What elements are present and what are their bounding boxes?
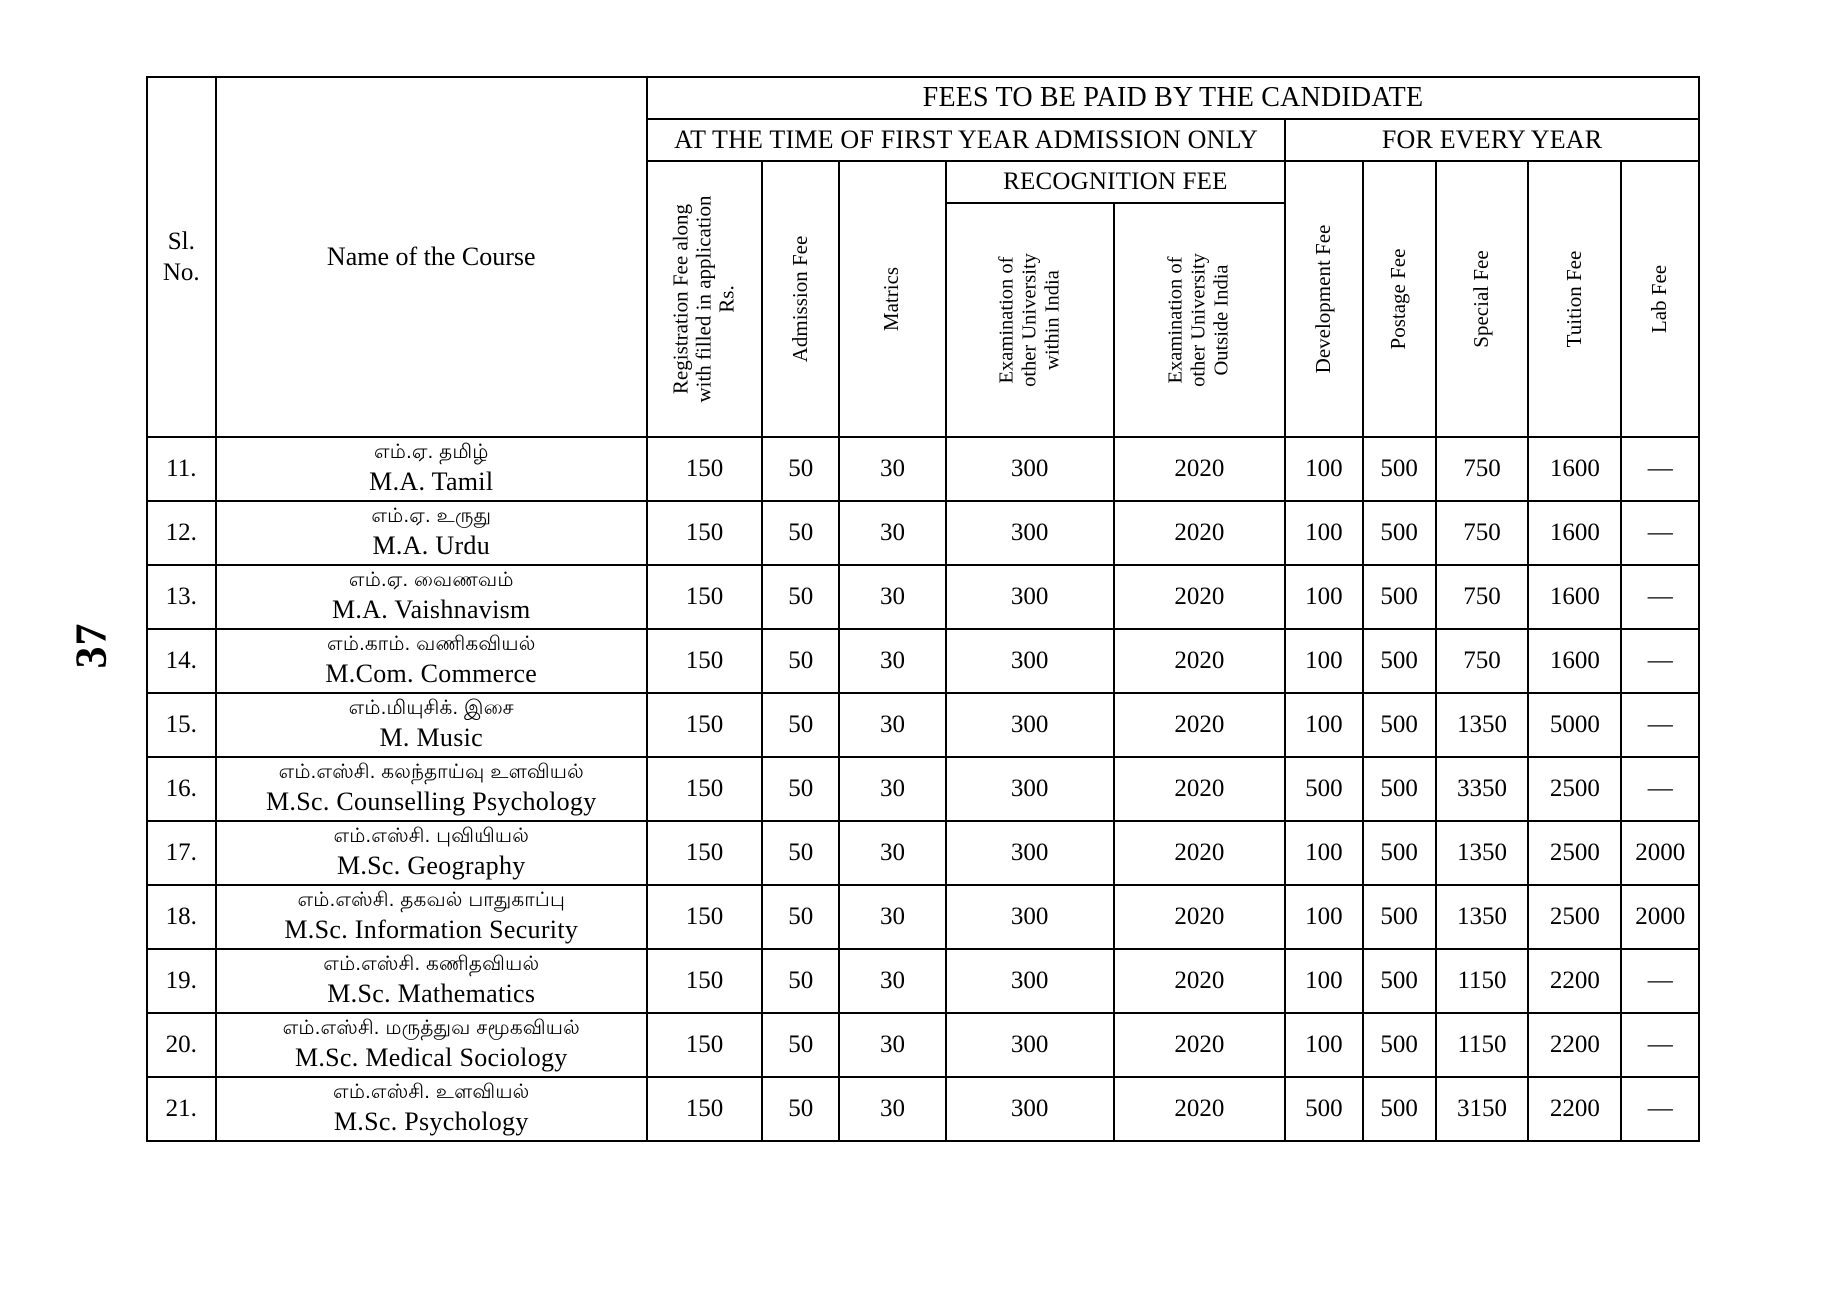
cell-exam-within: 300: [946, 949, 1114, 1013]
course-name-english: M.A. Vaishnavism: [331, 594, 531, 624]
header-exam-within-line1: Examination of: [995, 256, 1018, 384]
cell-course-name: [216, 821, 647, 885]
cell-matrics: 30: [839, 629, 945, 693]
cell-exam-within: 300: [946, 821, 1114, 885]
table-row: [147, 885, 1699, 949]
cell-exam-outside: 2020: [1114, 629, 1285, 693]
cell-course-name: [216, 1077, 647, 1141]
cell-exam-within: 300: [946, 757, 1114, 821]
cell-course-name: [216, 565, 647, 629]
cell-special: 750: [1436, 437, 1529, 501]
header-registration-fee-text: [670, 195, 739, 402]
cell-registration: 150: [647, 565, 762, 629]
cell-special: 3150: [1436, 1077, 1529, 1141]
cell-course-name: [216, 949, 647, 1013]
cell-exam-within: 300: [946, 501, 1114, 565]
header-sl-no: [147, 77, 216, 437]
cell-development: 100: [1285, 693, 1362, 757]
cell-admission: 50: [762, 1077, 839, 1141]
cell-lab: —: [1621, 757, 1699, 821]
cell-sl-no: 20.: [147, 1013, 216, 1077]
course-name-english: M.Sc. Psychology: [333, 1106, 529, 1136]
course-name-english: M.Sc. Medical Sociology: [294, 1042, 568, 1072]
table-row: [147, 1077, 1699, 1141]
cell-postage: 500: [1363, 501, 1436, 565]
cell-matrics: 30: [839, 757, 945, 821]
cell-exam-within: 300: [946, 437, 1114, 501]
header-registration-fee: [647, 161, 762, 437]
cell-exam-outside: 2020: [1114, 757, 1285, 821]
cell-admission: 50: [762, 629, 839, 693]
cell-exam-outside: 2020: [1114, 437, 1285, 501]
cell-sl-no: 13.: [147, 565, 216, 629]
cell-exam-within: 300: [946, 885, 1114, 949]
cell-postage: 500: [1363, 565, 1436, 629]
course-name-tamil: எம்.காம். வணிகவியல்: [327, 633, 536, 656]
cell-development: 100: [1285, 565, 1362, 629]
cell-registration: 150: [647, 757, 762, 821]
course-name-english: M.Sc. Mathematics: [327, 978, 536, 1008]
header-registration-line3: Rs.: [715, 285, 740, 313]
table-row: [147, 501, 1699, 565]
cell-lab: 2000: [1621, 821, 1699, 885]
cell-postage: 500: [1363, 949, 1436, 1013]
cell-sl-no: 16.: [147, 757, 216, 821]
cell-registration: 150: [647, 693, 762, 757]
course-name-tamil: எம்.எஸ்சி. கலந்தாய்வு உளவியல்: [278, 761, 584, 784]
cell-development: 100: [1285, 885, 1362, 949]
cell-registration: 150: [647, 437, 762, 501]
course-name-tamil: எம்.ஏ. வைணவம்: [348, 569, 514, 592]
course-name-tamil: எம்.எஸ்சி. தகவல் பாதுகாப்பு: [297, 889, 566, 912]
course-name-tamil: எம்.எஸ்சி. உளவியல்: [333, 1081, 530, 1104]
course-name-english: M.Com. Commerce: [325, 658, 538, 688]
table-row: [147, 565, 1699, 629]
cell-registration: 150: [647, 629, 762, 693]
cell-special: 1350: [1436, 821, 1529, 885]
cell-postage: 500: [1363, 437, 1436, 501]
cell-postage: 500: [1363, 629, 1436, 693]
cell-lab: —: [1621, 1077, 1699, 1141]
header-sl-line2: No.: [162, 259, 200, 286]
table-row: [147, 949, 1699, 1013]
cell-lab: —: [1621, 437, 1699, 501]
cell-sl-no: 12.: [147, 501, 216, 565]
cell-special: 750: [1436, 565, 1529, 629]
header-postage-fee: [1363, 161, 1436, 437]
header-tuition-fee-text: Tuition Fee: [1562, 250, 1587, 348]
course-name-english: M. Music: [379, 722, 484, 752]
course-name-english: M.A. Tamil: [369, 466, 494, 496]
header-special-fee: [1436, 161, 1529, 437]
header-exam-within-india-text: [995, 253, 1064, 387]
course-name-tamil: எம்.எஸ்சி. புவியியல்: [333, 825, 530, 848]
cell-admission: 50: [762, 821, 839, 885]
cell-tuition: 2200: [1528, 1013, 1621, 1077]
page-number: 37: [66, 622, 116, 669]
header-exam-within-india: [946, 203, 1114, 437]
cell-postage: 500: [1363, 821, 1436, 885]
header-for-every-year: FOR EVERY YEAR: [1285, 119, 1699, 161]
cell-sl-no: 11.: [147, 437, 216, 501]
cell-special: 1350: [1436, 885, 1529, 949]
cell-matrics: 30: [839, 949, 945, 1013]
cell-admission: 50: [762, 501, 839, 565]
cell-tuition: 2200: [1528, 1077, 1621, 1141]
fees-table-container: [146, 76, 1700, 1142]
cell-course-name: [216, 885, 647, 949]
header-exam-outside-line2: other University: [1187, 253, 1210, 387]
header-registration-line1: Registration Fee along: [668, 203, 693, 395]
cell-tuition: 1600: [1528, 629, 1621, 693]
cell-exam-outside: 2020: [1114, 885, 1285, 949]
cell-postage: 500: [1363, 1077, 1436, 1141]
table-row: [147, 437, 1699, 501]
cell-tuition: 2500: [1528, 757, 1621, 821]
header-registration-line2: with filled in application: [691, 195, 716, 403]
header-exam-outside-india-text: [1165, 253, 1234, 387]
cell-matrics: 30: [839, 885, 945, 949]
cell-special: 1350: [1436, 693, 1529, 757]
cell-development: 100: [1285, 501, 1362, 565]
cell-exam-outside: 2020: [1114, 501, 1285, 565]
header-matrics: [839, 161, 945, 437]
cell-tuition: 5000: [1528, 693, 1621, 757]
cell-registration: 150: [647, 1077, 762, 1141]
course-fees-table: [146, 76, 1700, 1142]
cell-special: 3350: [1436, 757, 1529, 821]
header-development-fee: [1285, 161, 1362, 437]
header-row-banner-top: [147, 77, 1699, 119]
cell-registration: 150: [647, 1013, 762, 1077]
cell-exam-within: 300: [946, 693, 1114, 757]
cell-lab: —: [1621, 949, 1699, 1013]
course-name-tamil: எம்.ஏ. தமிழ்: [373, 441, 489, 464]
cell-admission: 50: [762, 565, 839, 629]
course-name-english: M.Sc. Counselling Psychology: [266, 786, 597, 816]
cell-development: 100: [1285, 437, 1362, 501]
header-exam-outside-line3: Outside India: [1210, 264, 1233, 376]
table-row: [147, 821, 1699, 885]
cell-matrics: 30: [839, 437, 945, 501]
header-lab-fee: [1621, 161, 1699, 437]
cell-admission: 50: [762, 949, 839, 1013]
cell-exam-outside: 2020: [1114, 693, 1285, 757]
course-name-tamil: எம்.ஏ. உருது: [371, 505, 492, 528]
cell-special: 750: [1436, 501, 1529, 565]
cell-sl-no: 19.: [147, 949, 216, 1013]
cell-postage: 500: [1363, 693, 1436, 757]
cell-admission: 50: [762, 885, 839, 949]
table-row: [147, 757, 1699, 821]
cell-course-name: [216, 1013, 647, 1077]
cell-postage: 500: [1363, 1013, 1436, 1077]
header-course-name: Name of the Course: [216, 77, 647, 437]
cell-course-name: [216, 757, 647, 821]
cell-postage: 500: [1363, 885, 1436, 949]
cell-registration: 150: [647, 821, 762, 885]
header-exam-outside-india: [1114, 203, 1285, 437]
cell-matrics: 30: [839, 1077, 945, 1141]
cell-development: 100: [1285, 1013, 1362, 1077]
cell-exam-within: 300: [946, 565, 1114, 629]
header-tuition-fee: [1528, 161, 1621, 437]
header-postage-fee-text: Postage Fee: [1386, 248, 1411, 350]
table-row: [147, 693, 1699, 757]
cell-admission: 50: [762, 1013, 839, 1077]
course-name-english: M.Sc. Geography: [336, 850, 526, 880]
cell-tuition: 1600: [1528, 437, 1621, 501]
table-row: [147, 1013, 1699, 1077]
course-name-tamil: எம்.எஸ்சி. மருத்துவ சமூகவியல்: [282, 1017, 580, 1040]
cell-tuition: 1600: [1528, 565, 1621, 629]
header-matrics-text: Matrics: [879, 266, 904, 332]
header-exam-outside-line1: Examination of: [1164, 256, 1187, 384]
cell-matrics: 30: [839, 821, 945, 885]
cell-sl-no: 14.: [147, 629, 216, 693]
cell-special: 750: [1436, 629, 1529, 693]
cell-course-name: [216, 693, 647, 757]
table-header: [147, 77, 1699, 437]
cell-sl-no: 15.: [147, 693, 216, 757]
cell-matrics: 30: [839, 693, 945, 757]
cell-exam-outside: 2020: [1114, 1077, 1285, 1141]
cell-lab: —: [1621, 501, 1699, 565]
cell-course-name: [216, 629, 647, 693]
cell-lab: —: [1621, 629, 1699, 693]
cell-lab: —: [1621, 565, 1699, 629]
cell-tuition: 1600: [1528, 501, 1621, 565]
cell-exam-within: 300: [946, 1077, 1114, 1141]
cell-sl-no: 18.: [147, 885, 216, 949]
cell-sl-no: 17.: [147, 821, 216, 885]
header-exam-within-line3: within India: [1041, 270, 1064, 370]
cell-registration: 150: [647, 501, 762, 565]
cell-sl-no: 21.: [147, 1077, 216, 1141]
cell-admission: 50: [762, 437, 839, 501]
cell-exam-within: 300: [946, 1013, 1114, 1077]
cell-registration: 150: [647, 885, 762, 949]
cell-exam-outside: 2020: [1114, 821, 1285, 885]
cell-matrics: 30: [839, 1013, 945, 1077]
cell-development: 100: [1285, 949, 1362, 1013]
header-exam-within-line2: other University: [1018, 253, 1041, 387]
header-special-fee-text: Special Fee: [1469, 250, 1494, 348]
cell-exam-outside: 2020: [1114, 949, 1285, 1013]
header-lab-fee-text: Lab Fee: [1647, 264, 1672, 334]
cell-development: 500: [1285, 1077, 1362, 1141]
cell-development: 100: [1285, 629, 1362, 693]
header-first-year-only: AT THE TIME OF FIRST YEAR ADMISSION ONLY: [647, 119, 1285, 161]
cell-development: 500: [1285, 757, 1362, 821]
cell-matrics: 30: [839, 501, 945, 565]
course-name-tamil: எம்.எஸ்சி. கணிதவியல்: [323, 953, 540, 976]
table-body: [147, 437, 1699, 1141]
table-row: [147, 629, 1699, 693]
cell-special: 1150: [1436, 949, 1529, 1013]
cell-exam-outside: 2020: [1114, 565, 1285, 629]
cell-matrics: 30: [839, 565, 945, 629]
course-name-tamil: எம்.மியுசிக். இசை: [348, 697, 514, 720]
cell-development: 100: [1285, 821, 1362, 885]
cell-registration: 150: [647, 949, 762, 1013]
header-admission-fee-text: Admission Fee: [787, 235, 812, 363]
cell-special: 1150: [1436, 1013, 1529, 1077]
cell-lab: —: [1621, 693, 1699, 757]
cell-exam-within: 300: [946, 629, 1114, 693]
header-sl-line1: Sl.: [167, 227, 195, 255]
cell-lab: —: [1621, 1013, 1699, 1077]
cell-admission: 50: [762, 693, 839, 757]
cell-admission: 50: [762, 757, 839, 821]
course-name-english: M.A. Urdu: [372, 530, 491, 560]
header-fees-to-be-paid: FEES TO BE PAID BY THE CANDIDATE: [647, 77, 1699, 119]
header-recognition-fee: RECOGNITION FEE: [946, 161, 1286, 203]
header-admission-fee: [762, 161, 839, 437]
cell-tuition: 2500: [1528, 885, 1621, 949]
cell-course-name: [216, 437, 647, 501]
course-name-english: M.Sc. Information Security: [284, 914, 579, 944]
cell-course-name: [216, 501, 647, 565]
header-development-fee-text: Development Fee: [1311, 224, 1336, 374]
cell-postage: 500: [1363, 757, 1436, 821]
cell-lab: 2000: [1621, 885, 1699, 949]
cell-exam-outside: 2020: [1114, 1013, 1285, 1077]
cell-tuition: 2500: [1528, 821, 1621, 885]
cell-tuition: 2200: [1528, 949, 1621, 1013]
